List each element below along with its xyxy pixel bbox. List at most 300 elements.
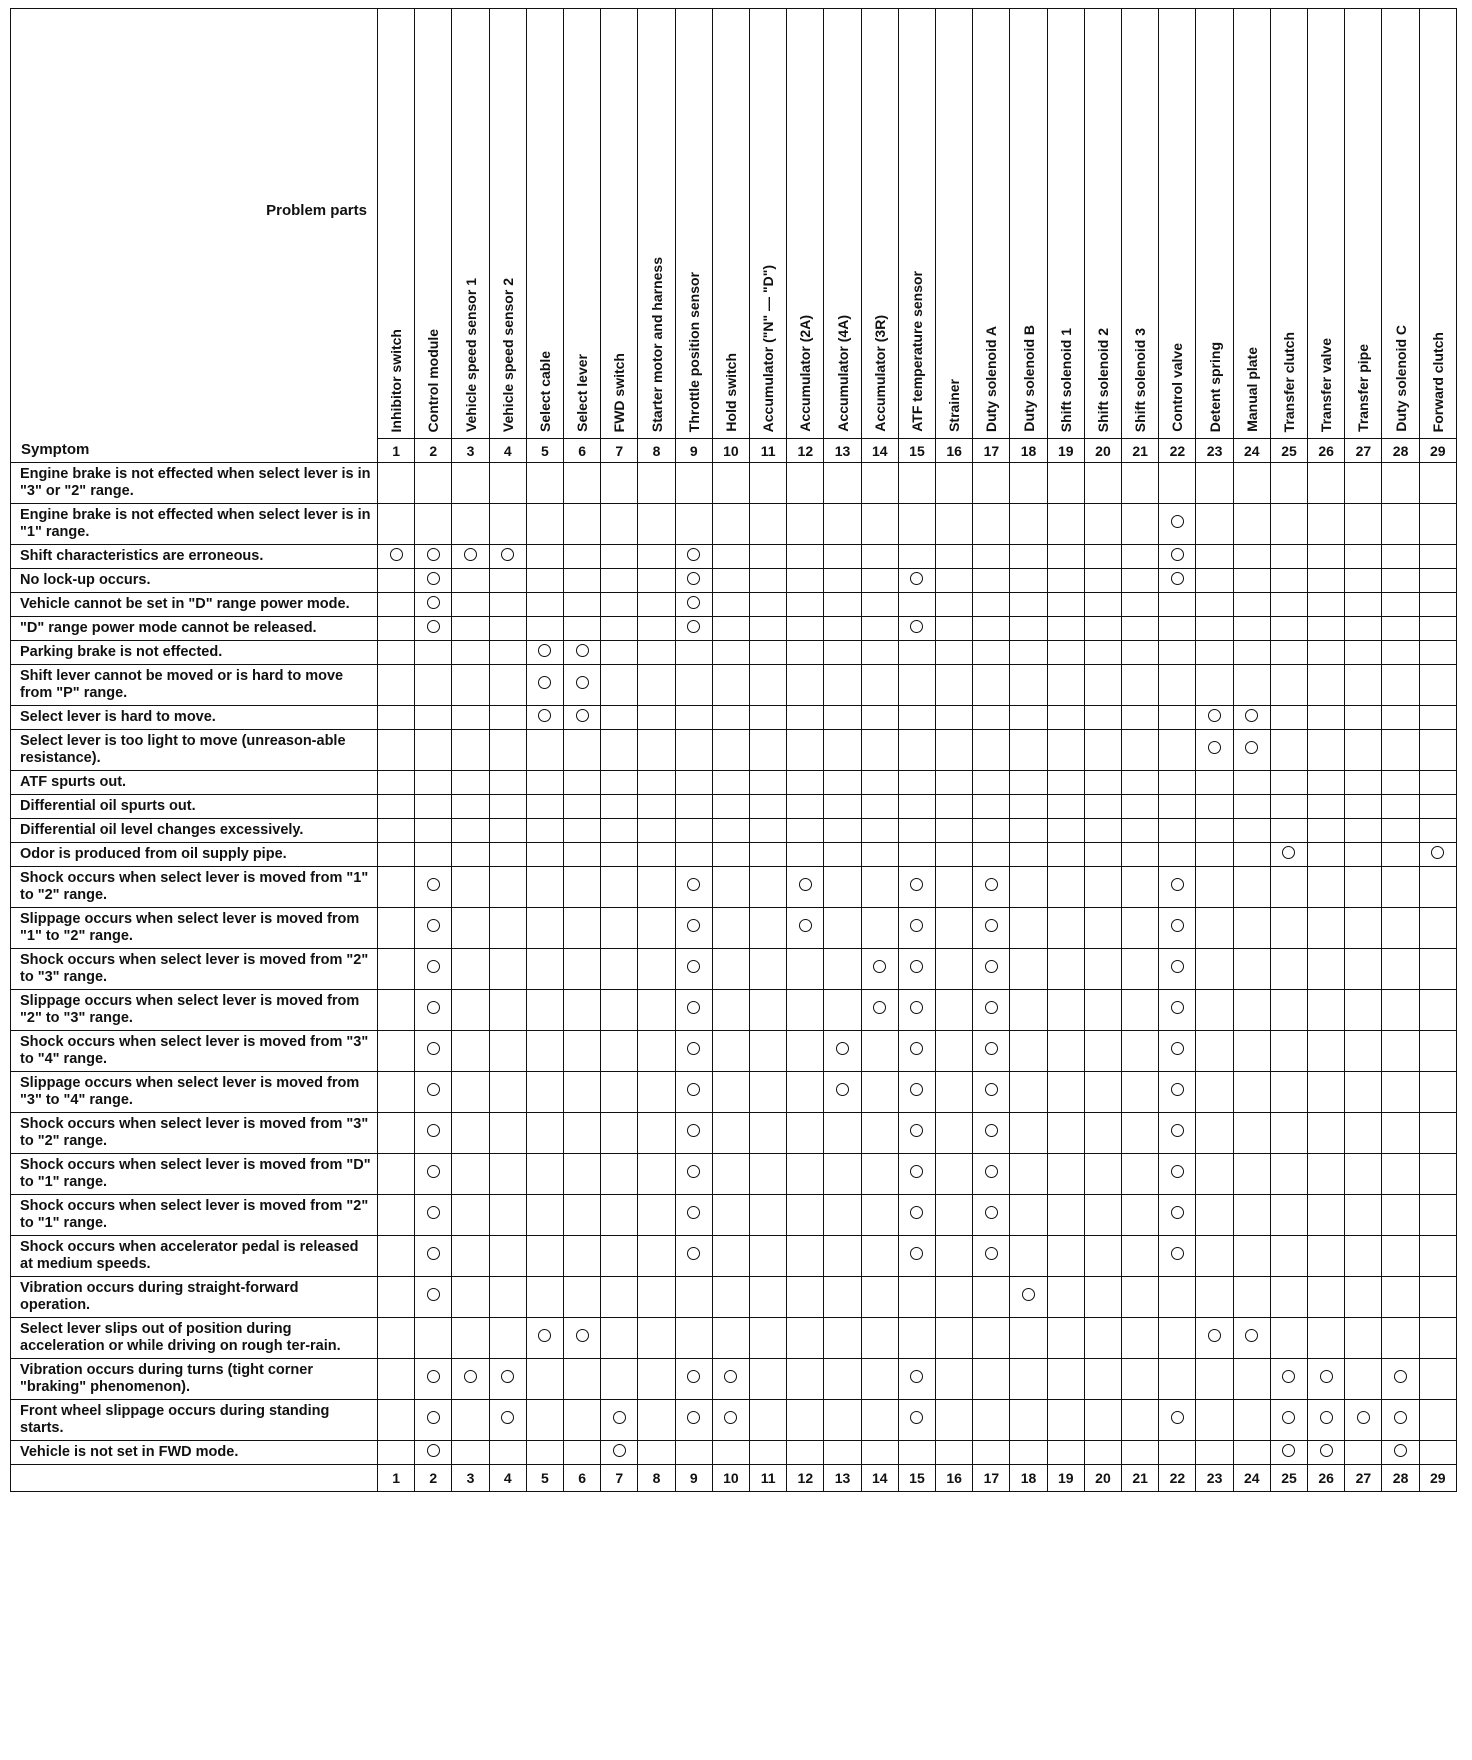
applicable-circle-icon bbox=[501, 1370, 514, 1383]
matrix-cell bbox=[787, 949, 824, 990]
matrix-cell bbox=[1382, 949, 1419, 990]
matrix-cell bbox=[415, 1031, 452, 1072]
part-number: 24 bbox=[1233, 439, 1270, 463]
matrix-cell bbox=[1047, 1400, 1084, 1441]
matrix-cell bbox=[1047, 795, 1084, 819]
matrix-cell bbox=[898, 730, 935, 771]
matrix-cell bbox=[750, 1031, 787, 1072]
matrix-cell bbox=[415, 665, 452, 706]
matrix-cell bbox=[638, 1031, 675, 1072]
matrix-cell bbox=[1159, 1318, 1196, 1359]
matrix-cell bbox=[1345, 463, 1382, 504]
part-number: 29 bbox=[1419, 439, 1456, 463]
applicable-circle-icon bbox=[910, 1124, 923, 1137]
matrix-cell bbox=[638, 1154, 675, 1195]
matrix-cell bbox=[750, 1113, 787, 1154]
matrix-cell bbox=[526, 463, 563, 504]
problem-parts-label: Problem parts bbox=[266, 202, 367, 219]
part-number-footer: 22 bbox=[1159, 1465, 1196, 1492]
matrix-cell bbox=[452, 1195, 489, 1236]
matrix-cell bbox=[452, 593, 489, 617]
applicable-circle-icon bbox=[1171, 919, 1184, 932]
matrix-cell bbox=[1270, 949, 1307, 990]
matrix-cell bbox=[1122, 545, 1159, 569]
matrix-cell bbox=[1382, 730, 1419, 771]
matrix-cell bbox=[564, 1195, 601, 1236]
applicable-circle-icon bbox=[390, 548, 403, 561]
matrix-cell bbox=[824, 908, 861, 949]
matrix-cell bbox=[1159, 1195, 1196, 1236]
matrix-cell bbox=[675, 1400, 712, 1441]
matrix-cell bbox=[1196, 949, 1233, 990]
matrix-cell bbox=[452, 908, 489, 949]
applicable-circle-icon bbox=[427, 1124, 440, 1137]
matrix-cell bbox=[1419, 949, 1456, 990]
matrix-cell bbox=[601, 1359, 638, 1400]
matrix-cell bbox=[861, 771, 898, 795]
symptom-row bbox=[11, 706, 1457, 730]
symptom-text: Odor is produced from oil supply pipe. bbox=[11, 843, 378, 867]
matrix-cell bbox=[1270, 569, 1307, 593]
part-name-label: Accumulator (4A) bbox=[834, 315, 851, 432]
matrix-cell bbox=[415, 908, 452, 949]
symptom-text: Slippage occurs when select lever is moved from "3" to "4" range. bbox=[11, 1072, 378, 1113]
symptom-parts-matrix bbox=[10, 8, 1457, 1492]
applicable-circle-icon bbox=[836, 1083, 849, 1096]
matrix-cell bbox=[675, 1031, 712, 1072]
matrix-cell bbox=[936, 641, 973, 665]
matrix-cell bbox=[1122, 1277, 1159, 1318]
matrix-cell bbox=[1010, 1236, 1047, 1277]
matrix-cell bbox=[564, 771, 601, 795]
matrix-cell bbox=[861, 1400, 898, 1441]
matrix-cell bbox=[1084, 1400, 1121, 1441]
matrix-cell bbox=[750, 990, 787, 1031]
matrix-cell bbox=[675, 504, 712, 545]
matrix-cell bbox=[1047, 504, 1084, 545]
matrix-cell bbox=[1233, 1359, 1270, 1400]
part-name-label: Transfer clutch bbox=[1280, 331, 1297, 432]
part-name-label: Accumulator (3R) bbox=[871, 315, 888, 432]
matrix-cell bbox=[1233, 990, 1270, 1031]
matrix-cell bbox=[1084, 908, 1121, 949]
matrix-cell bbox=[564, 819, 601, 843]
matrix-cell bbox=[1419, 641, 1456, 665]
matrix-cell bbox=[564, 504, 601, 545]
matrix-cell bbox=[638, 1318, 675, 1359]
applicable-circle-icon bbox=[427, 596, 440, 609]
matrix-cell bbox=[415, 1195, 452, 1236]
matrix-cell bbox=[489, 1441, 526, 1465]
part-number: 19 bbox=[1047, 439, 1084, 463]
part-number-footer: 19 bbox=[1047, 1465, 1084, 1492]
matrix-cell bbox=[936, 665, 973, 706]
matrix-cell bbox=[1122, 949, 1159, 990]
matrix-cell bbox=[787, 1400, 824, 1441]
applicable-circle-icon bbox=[576, 676, 589, 689]
part-number-footer: 1 bbox=[378, 1465, 415, 1492]
applicable-circle-icon bbox=[576, 709, 589, 722]
matrix-cell bbox=[1159, 569, 1196, 593]
matrix-cell bbox=[378, 1113, 415, 1154]
matrix-cell bbox=[638, 1072, 675, 1113]
matrix-cell bbox=[898, 569, 935, 593]
matrix-cell bbox=[526, 1236, 563, 1277]
matrix-cell bbox=[1159, 867, 1196, 908]
matrix-cell bbox=[675, 990, 712, 1031]
matrix-cell bbox=[1122, 795, 1159, 819]
matrix-cell bbox=[1084, 593, 1121, 617]
matrix-cell bbox=[638, 1400, 675, 1441]
matrix-cell bbox=[1122, 1441, 1159, 1465]
matrix-cell bbox=[1084, 1031, 1121, 1072]
matrix-cell bbox=[1345, 569, 1382, 593]
matrix-cell bbox=[489, 1154, 526, 1195]
part-name-label: ATF temperature sensor bbox=[908, 271, 925, 432]
matrix-cell bbox=[452, 665, 489, 706]
matrix-cell bbox=[973, 641, 1010, 665]
matrix-cell bbox=[898, 771, 935, 795]
matrix-cell bbox=[415, 641, 452, 665]
matrix-cell bbox=[1308, 463, 1345, 504]
applicable-circle-icon bbox=[985, 878, 998, 891]
applicable-circle-icon bbox=[1208, 709, 1221, 722]
matrix-cell bbox=[861, 569, 898, 593]
matrix-cell bbox=[1047, 843, 1084, 867]
matrix-cell bbox=[1233, 463, 1270, 504]
matrix-cell bbox=[1233, 665, 1270, 706]
applicable-circle-icon bbox=[501, 548, 514, 561]
matrix-cell bbox=[861, 1359, 898, 1400]
matrix-cell bbox=[1308, 617, 1345, 641]
matrix-cell bbox=[601, 1072, 638, 1113]
matrix-cell bbox=[489, 771, 526, 795]
matrix-cell bbox=[1122, 463, 1159, 504]
matrix-cell bbox=[378, 569, 415, 593]
matrix-cell bbox=[638, 949, 675, 990]
matrix-cell bbox=[415, 867, 452, 908]
matrix-cell bbox=[1010, 1277, 1047, 1318]
matrix-cell bbox=[452, 569, 489, 593]
matrix-cell bbox=[1196, 641, 1233, 665]
matrix-cell bbox=[1382, 1318, 1419, 1359]
matrix-cell bbox=[1270, 1441, 1307, 1465]
matrix-cell bbox=[675, 949, 712, 990]
part-number-footer: 8 bbox=[638, 1465, 675, 1492]
matrix-cell bbox=[1047, 1072, 1084, 1113]
matrix-cell bbox=[1047, 730, 1084, 771]
matrix-cell bbox=[526, 1031, 563, 1072]
applicable-circle-icon bbox=[687, 919, 700, 932]
matrix-cell bbox=[750, 1195, 787, 1236]
part-number-footer: 5 bbox=[526, 1465, 563, 1492]
matrix-cell bbox=[1382, 990, 1419, 1031]
matrix-cell bbox=[1270, 771, 1307, 795]
part-header-cell bbox=[1308, 9, 1345, 439]
applicable-circle-icon bbox=[687, 960, 700, 973]
symptom-row bbox=[11, 463, 1457, 504]
matrix-cell bbox=[861, 908, 898, 949]
matrix-cell bbox=[712, 1359, 749, 1400]
applicable-circle-icon bbox=[910, 572, 923, 585]
matrix-cell bbox=[936, 706, 973, 730]
part-number-footer: 21 bbox=[1122, 1465, 1159, 1492]
matrix-cell bbox=[824, 1195, 861, 1236]
matrix-cell bbox=[787, 463, 824, 504]
applicable-circle-icon bbox=[427, 1001, 440, 1014]
matrix-cell bbox=[936, 771, 973, 795]
part-number-footer: 27 bbox=[1345, 1465, 1382, 1492]
part-name-label: Duty solenoid C bbox=[1392, 325, 1409, 432]
matrix-cell bbox=[526, 545, 563, 569]
matrix-cell bbox=[1159, 665, 1196, 706]
matrix-cell bbox=[1047, 1113, 1084, 1154]
matrix-cell bbox=[1159, 990, 1196, 1031]
matrix-cell bbox=[1270, 908, 1307, 949]
applicable-circle-icon bbox=[910, 1165, 923, 1178]
matrix-cell bbox=[526, 908, 563, 949]
matrix-cell bbox=[712, 1441, 749, 1465]
part-number: 17 bbox=[973, 439, 1010, 463]
part-number: 6 bbox=[564, 439, 601, 463]
matrix-cell bbox=[898, 1031, 935, 1072]
matrix-cell bbox=[415, 569, 452, 593]
matrix-cell bbox=[861, 1236, 898, 1277]
applicable-circle-icon bbox=[687, 548, 700, 561]
matrix-cell bbox=[712, 1072, 749, 1113]
matrix-cell bbox=[378, 617, 415, 641]
matrix-cell bbox=[712, 1400, 749, 1441]
matrix-cell bbox=[1308, 1031, 1345, 1072]
matrix-cell bbox=[1345, 617, 1382, 641]
applicable-circle-icon bbox=[910, 1411, 923, 1424]
matrix-cell bbox=[526, 1318, 563, 1359]
matrix-cell bbox=[750, 641, 787, 665]
matrix-cell bbox=[1122, 1400, 1159, 1441]
part-name-label: Vehicle speed sensor 1 bbox=[462, 277, 479, 432]
matrix-cell bbox=[452, 1441, 489, 1465]
matrix-cell bbox=[638, 504, 675, 545]
matrix-cell bbox=[638, 569, 675, 593]
applicable-circle-icon bbox=[1282, 846, 1295, 859]
applicable-circle-icon bbox=[427, 919, 440, 932]
matrix-cell bbox=[861, 990, 898, 1031]
matrix-cell bbox=[1308, 867, 1345, 908]
part-number-footer: 20 bbox=[1084, 1465, 1121, 1492]
matrix-cell bbox=[1345, 1277, 1382, 1318]
part-header-cell bbox=[415, 9, 452, 439]
applicable-circle-icon bbox=[1171, 1124, 1184, 1137]
matrix-cell bbox=[861, 706, 898, 730]
symptom-text: Shift lever cannot be moved or is hard to move from "P" range. bbox=[11, 665, 378, 706]
applicable-circle-icon bbox=[724, 1370, 737, 1383]
matrix-cell bbox=[1084, 730, 1121, 771]
matrix-cell bbox=[750, 867, 787, 908]
matrix-cell bbox=[378, 1359, 415, 1400]
matrix-cell bbox=[489, 730, 526, 771]
symptom-row bbox=[11, 504, 1457, 545]
matrix-cell bbox=[787, 504, 824, 545]
part-header-cell bbox=[973, 9, 1010, 439]
symptom-text: Slippage occurs when select lever is moved from "1" to "2" range. bbox=[11, 908, 378, 949]
matrix-cell bbox=[489, 1236, 526, 1277]
matrix-cell bbox=[750, 819, 787, 843]
matrix-cell bbox=[1122, 730, 1159, 771]
part-name-label: Duty solenoid A bbox=[983, 325, 1000, 432]
matrix-cell bbox=[1270, 730, 1307, 771]
matrix-cell bbox=[638, 819, 675, 843]
matrix-cell bbox=[1345, 795, 1382, 819]
matrix-cell bbox=[1308, 1359, 1345, 1400]
matrix-cell bbox=[824, 1113, 861, 1154]
matrix-cell bbox=[861, 617, 898, 641]
applicable-circle-icon bbox=[910, 1042, 923, 1055]
matrix-cell bbox=[1382, 1359, 1419, 1400]
matrix-cell bbox=[824, 504, 861, 545]
matrix-cell bbox=[787, 867, 824, 908]
symptom-text: Shock occurs when select lever is moved from "2" to "3" range. bbox=[11, 949, 378, 990]
matrix-cell bbox=[787, 819, 824, 843]
applicable-circle-icon bbox=[1171, 878, 1184, 891]
applicable-circle-icon bbox=[427, 1411, 440, 1424]
matrix-cell bbox=[1196, 843, 1233, 867]
matrix-cell bbox=[936, 617, 973, 641]
matrix-cell bbox=[1345, 908, 1382, 949]
matrix-cell bbox=[1010, 867, 1047, 908]
troubleshooting-table-sheet bbox=[10, 8, 1456, 1752]
matrix-cell bbox=[1419, 1318, 1456, 1359]
matrix-cell bbox=[861, 1113, 898, 1154]
matrix-cell bbox=[675, 771, 712, 795]
matrix-cell bbox=[712, 1195, 749, 1236]
matrix-cell bbox=[1010, 1113, 1047, 1154]
matrix-cell bbox=[1382, 641, 1419, 665]
matrix-cell bbox=[824, 819, 861, 843]
matrix-cell bbox=[1233, 641, 1270, 665]
matrix-cell bbox=[1419, 569, 1456, 593]
part-number: 1 bbox=[378, 439, 415, 463]
matrix-cell bbox=[1084, 1277, 1121, 1318]
applicable-circle-icon bbox=[1208, 741, 1221, 754]
part-number-footer: 16 bbox=[936, 1465, 973, 1492]
matrix-cell bbox=[415, 771, 452, 795]
matrix-cell bbox=[526, 1441, 563, 1465]
matrix-cell bbox=[1270, 1277, 1307, 1318]
matrix-cell bbox=[1308, 908, 1345, 949]
applicable-circle-icon bbox=[427, 620, 440, 633]
symptom-text: Select lever slips out of position during acceleration or while driving on rough ter-rain. bbox=[11, 1318, 378, 1359]
matrix-cell bbox=[898, 795, 935, 819]
matrix-cell bbox=[526, 706, 563, 730]
matrix-cell bbox=[787, 545, 824, 569]
matrix-cell bbox=[712, 908, 749, 949]
part-number: 18 bbox=[1010, 439, 1047, 463]
symptom-row bbox=[11, 843, 1457, 867]
matrix-cell bbox=[898, 867, 935, 908]
matrix-cell bbox=[601, 1195, 638, 1236]
matrix-cell bbox=[1196, 593, 1233, 617]
matrix-cell bbox=[824, 569, 861, 593]
part-name-label: Shift solenoid 1 bbox=[1057, 327, 1074, 432]
matrix-cell bbox=[1419, 771, 1456, 795]
matrix-cell bbox=[675, 593, 712, 617]
part-number-footer: 28 bbox=[1382, 1465, 1419, 1492]
matrix-cell bbox=[1382, 593, 1419, 617]
matrix-cell bbox=[601, 1441, 638, 1465]
symptom-text: Slippage occurs when select lever is moved from "2" to "3" range. bbox=[11, 990, 378, 1031]
matrix-cell bbox=[1382, 1195, 1419, 1236]
matrix-cell bbox=[526, 949, 563, 990]
applicable-circle-icon bbox=[427, 878, 440, 891]
matrix-cell bbox=[1084, 1154, 1121, 1195]
matrix-cell bbox=[750, 504, 787, 545]
matrix-cell bbox=[750, 771, 787, 795]
symptom-text: Shock occurs when select lever is moved from "D" to "1" range. bbox=[11, 1154, 378, 1195]
matrix-cell bbox=[1084, 617, 1121, 641]
applicable-circle-icon bbox=[687, 878, 700, 891]
matrix-cell bbox=[675, 795, 712, 819]
matrix-cell bbox=[601, 730, 638, 771]
matrix-cell bbox=[1047, 867, 1084, 908]
part-number: 27 bbox=[1345, 439, 1382, 463]
matrix-cell bbox=[1345, 665, 1382, 706]
matrix-cell bbox=[489, 641, 526, 665]
matrix-cell bbox=[526, 990, 563, 1031]
matrix-cell bbox=[1084, 1441, 1121, 1465]
matrix-cell bbox=[824, 545, 861, 569]
matrix-cell bbox=[787, 990, 824, 1031]
applicable-circle-icon bbox=[427, 1165, 440, 1178]
matrix-cell bbox=[1159, 504, 1196, 545]
matrix-cell bbox=[1233, 706, 1270, 730]
matrix-cell bbox=[1122, 1154, 1159, 1195]
symptom-text: Differential oil level changes excessively. bbox=[11, 819, 378, 843]
matrix-cell bbox=[973, 843, 1010, 867]
part-number-footer: 29 bbox=[1419, 1465, 1456, 1492]
applicable-circle-icon bbox=[1171, 572, 1184, 585]
matrix-cell bbox=[787, 1031, 824, 1072]
matrix-cell bbox=[601, 641, 638, 665]
applicable-circle-icon bbox=[427, 1083, 440, 1096]
matrix-cell bbox=[1233, 819, 1270, 843]
part-header-cell bbox=[1382, 9, 1419, 439]
part-name-label: FWD switch bbox=[611, 352, 628, 432]
matrix-cell bbox=[1047, 545, 1084, 569]
matrix-cell bbox=[638, 617, 675, 641]
matrix-cell bbox=[564, 1318, 601, 1359]
symptom-text: Shock occurs when select lever is moved from "3" to "2" range. bbox=[11, 1113, 378, 1154]
symptom-row bbox=[11, 545, 1457, 569]
matrix-cell bbox=[526, 795, 563, 819]
matrix-cell bbox=[1345, 1400, 1382, 1441]
part-number: 28 bbox=[1382, 439, 1419, 463]
matrix-cell bbox=[1345, 1441, 1382, 1465]
matrix-cell bbox=[1122, 617, 1159, 641]
symptom-row bbox=[11, 641, 1457, 665]
matrix-cell bbox=[1084, 771, 1121, 795]
matrix-cell bbox=[1047, 949, 1084, 990]
matrix-cell bbox=[452, 641, 489, 665]
matrix-cell bbox=[564, 867, 601, 908]
matrix-cell bbox=[750, 545, 787, 569]
matrix-cell bbox=[787, 1072, 824, 1113]
matrix-cell bbox=[601, 593, 638, 617]
part-number: 20 bbox=[1084, 439, 1121, 463]
applicable-circle-icon bbox=[427, 1444, 440, 1457]
matrix-cell bbox=[1308, 504, 1345, 545]
matrix-cell bbox=[973, 1400, 1010, 1441]
matrix-cell bbox=[712, 569, 749, 593]
